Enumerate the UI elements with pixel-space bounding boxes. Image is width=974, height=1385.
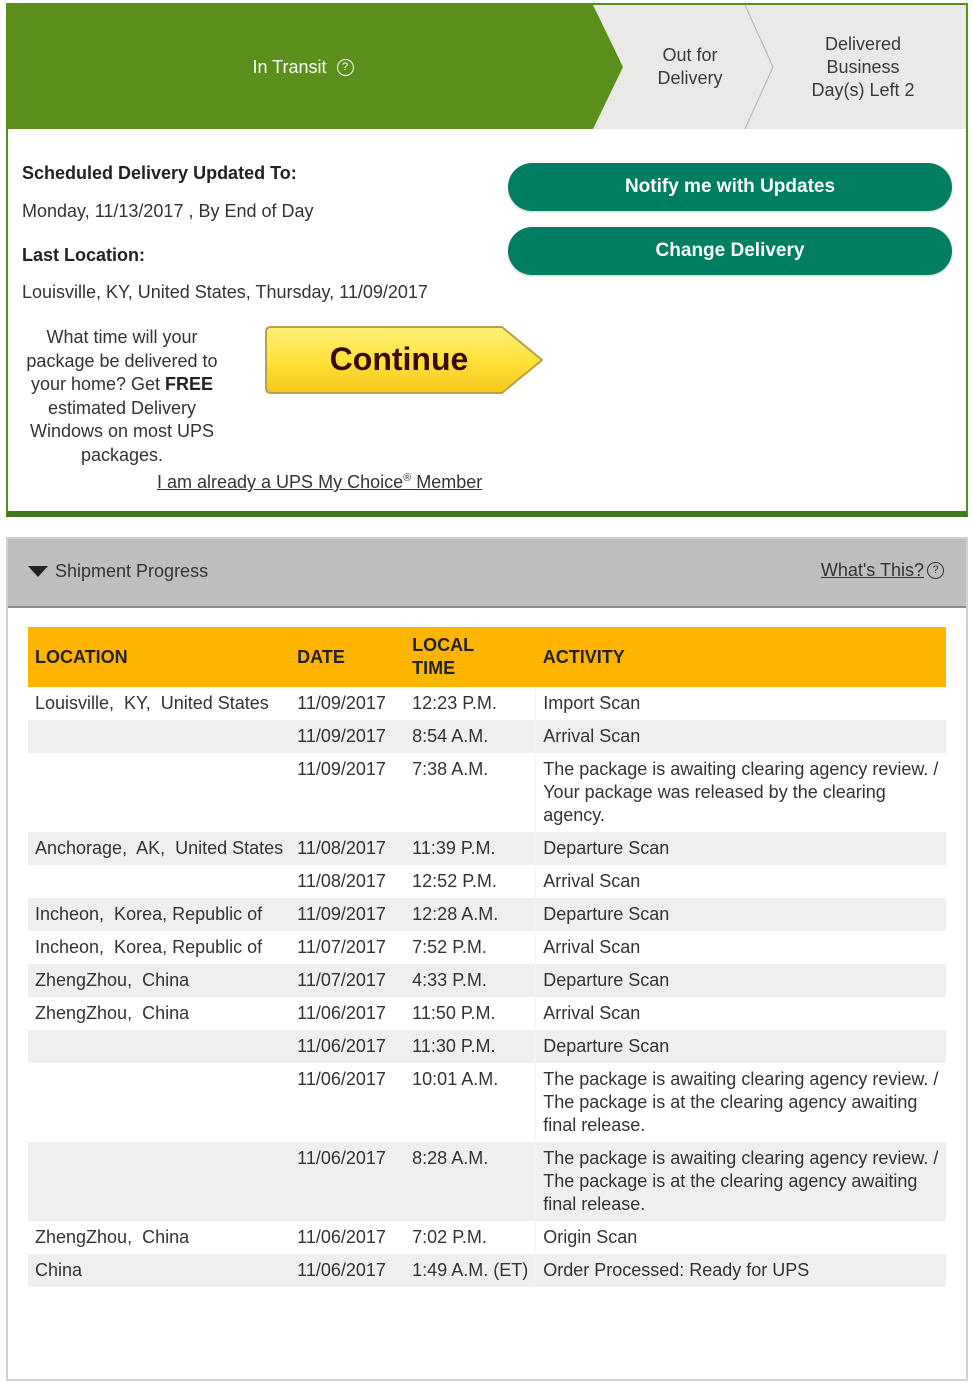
cell-location: ZhengZhou, China bbox=[28, 964, 290, 997]
cell-location bbox=[28, 753, 290, 832]
cell-local-time: 8:54 A.M. bbox=[405, 720, 536, 753]
cell-activity: Departure Scan bbox=[536, 1030, 946, 1063]
cell-location bbox=[28, 720, 290, 753]
cell-date: 11/09/2017 bbox=[290, 753, 405, 832]
cell-date: 11/06/2017 bbox=[290, 997, 405, 1030]
my-choice-promo-text bbox=[22, 326, 222, 467]
cell-date: 11/09/2017 bbox=[290, 720, 405, 753]
table-row bbox=[28, 898, 946, 931]
cell-activity: The package is awaiting clearing agency review. / The package is at the clearing agency awaiting final release. bbox=[536, 1063, 946, 1142]
cell-date: 11/09/2017 bbox=[290, 898, 405, 931]
step-delivered bbox=[778, 5, 948, 129]
last-location-value: Louisville, KY, United States, Thursday, 11/09/2017 bbox=[22, 282, 428, 302]
whats-this-link[interactable]: What's This? bbox=[820, 560, 924, 580]
cell-date: 11/06/2017 bbox=[290, 1142, 405, 1221]
step-out-line1: Out for bbox=[662, 45, 718, 65]
help-icon[interactable]: ? bbox=[337, 59, 354, 76]
cell-activity: The package is awaiting clearing agency review. / Your package was released by the clearing agency. bbox=[536, 753, 946, 832]
local-time-line2: TIME bbox=[412, 658, 456, 678]
cell-local-time: 11:39 P.M. bbox=[405, 832, 536, 865]
whats-this-help bbox=[821, 560, 944, 581]
column-header-date: DATE bbox=[290, 627, 405, 687]
cell-local-time: 8:28 A.M. bbox=[405, 1142, 536, 1221]
cell-location bbox=[28, 1142, 290, 1221]
cell-location: China bbox=[28, 1254, 290, 1287]
notify-updates-button[interactable]: Notify me with Updates bbox=[508, 163, 952, 211]
cell-local-time: 12:28 A.M. bbox=[405, 898, 536, 931]
cell-local-time: 11:30 P.M. bbox=[405, 1030, 536, 1063]
last-location-label: Last Location: bbox=[22, 245, 146, 265]
cell-date: 11/08/2017 bbox=[290, 832, 405, 865]
table-row bbox=[28, 832, 946, 865]
shipment-progress-header bbox=[8, 539, 966, 608]
cell-local-time: 1:49 A.M. (ET) bbox=[405, 1254, 536, 1287]
scheduled-delivery-label: Scheduled Delivery Updated To: bbox=[22, 163, 297, 183]
cell-date: 11/06/2017 bbox=[290, 1254, 405, 1287]
cell-location bbox=[28, 1063, 290, 1142]
step-out-for-delivery bbox=[624, 5, 756, 129]
delivery-progress-tracker bbox=[8, 5, 966, 129]
cell-date: 11/06/2017 bbox=[290, 1063, 405, 1142]
step-out-line2: Delivery bbox=[657, 68, 723, 88]
table-row bbox=[28, 964, 946, 997]
collapse-triangle-icon bbox=[28, 566, 48, 577]
shipment-progress-title: Shipment Progress bbox=[55, 561, 209, 581]
cell-location bbox=[28, 1030, 290, 1063]
shipment-progress-card bbox=[6, 537, 968, 1381]
cell-location: ZhengZhou, China bbox=[28, 997, 290, 1030]
cell-local-time: 7:38 A.M. bbox=[405, 753, 536, 832]
scheduled-delivery-value: Monday, 11/13/2017 , By End of Day bbox=[22, 201, 314, 221]
cell-local-time: 12:52 P.M. bbox=[405, 865, 536, 898]
shipment-progress-table bbox=[28, 627, 946, 1287]
cell-activity: The package is awaiting clearing agency review. / The package is at the clearing agency awaiting final release. bbox=[536, 1142, 946, 1221]
table-row bbox=[28, 753, 946, 832]
promo-text-before: What time will your package be delivered to your home? Get bbox=[26, 327, 218, 394]
cell-location: Anchorage, AK, United States bbox=[28, 832, 290, 865]
member-link-text: I am already a UPS My Choice bbox=[157, 472, 404, 492]
table-row bbox=[28, 687, 946, 720]
cell-activity: Arrival Scan bbox=[536, 931, 946, 964]
cell-location: ZhengZhou, China bbox=[28, 1221, 290, 1254]
step-delivered-line1: Delivered bbox=[824, 33, 902, 54]
table-row bbox=[28, 1063, 946, 1142]
cell-activity: Origin Scan bbox=[536, 1221, 946, 1254]
column-header-activity: ACTIVITY bbox=[536, 627, 946, 687]
cell-activity: Arrival Scan bbox=[536, 997, 946, 1030]
table-row bbox=[28, 997, 946, 1030]
table-row bbox=[28, 1030, 946, 1063]
promo-text-bold: FREE bbox=[165, 374, 214, 394]
cell-local-time: 12:23 P.M. bbox=[405, 687, 536, 720]
cell-activity: Departure Scan bbox=[536, 832, 946, 865]
cell-date: 11/07/2017 bbox=[290, 964, 405, 997]
continue-button[interactable] bbox=[265, 326, 545, 396]
cell-location: Louisville, KY, United States bbox=[28, 687, 290, 720]
table-row bbox=[28, 1142, 946, 1221]
cell-date: 11/06/2017 bbox=[290, 1221, 405, 1254]
step-delivered-line3: Day(s) Left 2 bbox=[811, 79, 915, 100]
cell-date: 11/06/2017 bbox=[290, 1030, 405, 1063]
shipment-progress-toggle[interactable] bbox=[28, 561, 208, 582]
registered-mark: ® bbox=[403, 472, 412, 484]
cell-location: Incheon, Korea, Republic of bbox=[28, 898, 290, 931]
my-choice-member-link[interactable] bbox=[157, 472, 482, 493]
continue-label: Continue bbox=[329, 340, 469, 377]
member-link-text-end: Member bbox=[411, 472, 483, 492]
local-time-line1: LOCAL bbox=[412, 635, 475, 655]
cell-date: 11/08/2017 bbox=[290, 865, 405, 898]
step-in-transit bbox=[8, 5, 598, 129]
cell-local-time: 10:01 A.M. bbox=[405, 1063, 536, 1142]
cell-location: Incheon, Korea, Republic of bbox=[28, 931, 290, 964]
table-row bbox=[28, 1254, 946, 1287]
column-header-local-time bbox=[405, 627, 536, 687]
cell-activity: Departure Scan bbox=[536, 898, 946, 931]
step-in-transit-label: In Transit bbox=[252, 56, 327, 77]
cell-activity: Departure Scan bbox=[536, 964, 946, 997]
cell-activity: Order Processed: Ready for UPS bbox=[536, 1254, 946, 1287]
table-row bbox=[28, 865, 946, 898]
cell-date: 11/07/2017 bbox=[290, 931, 405, 964]
table-row bbox=[28, 1221, 946, 1254]
cell-location bbox=[28, 865, 290, 898]
cell-activity: Import Scan bbox=[536, 687, 946, 720]
cell-local-time: 7:52 P.M. bbox=[405, 931, 536, 964]
cell-local-time: 7:02 P.M. bbox=[405, 1221, 536, 1254]
table-header-row bbox=[28, 627, 946, 687]
table-row bbox=[28, 720, 946, 753]
cell-activity: Arrival Scan bbox=[536, 865, 946, 898]
step-delivered-line2: Business bbox=[826, 56, 900, 77]
promo-text-after: estimated Delivery Windows on most UPS packages. bbox=[29, 397, 215, 465]
cell-activity: Arrival Scan bbox=[536, 720, 946, 753]
tracking-summary-card bbox=[6, 3, 968, 517]
cell-local-time: 4:33 P.M. bbox=[405, 964, 536, 997]
change-delivery-button[interactable]: Change Delivery bbox=[508, 227, 952, 275]
cell-date: 11/09/2017 bbox=[290, 687, 405, 720]
cell-local-time: 11:50 P.M. bbox=[405, 997, 536, 1030]
help-icon[interactable]: ? bbox=[927, 562, 944, 579]
column-header-location: LOCATION bbox=[28, 627, 290, 687]
table-row bbox=[28, 931, 946, 964]
